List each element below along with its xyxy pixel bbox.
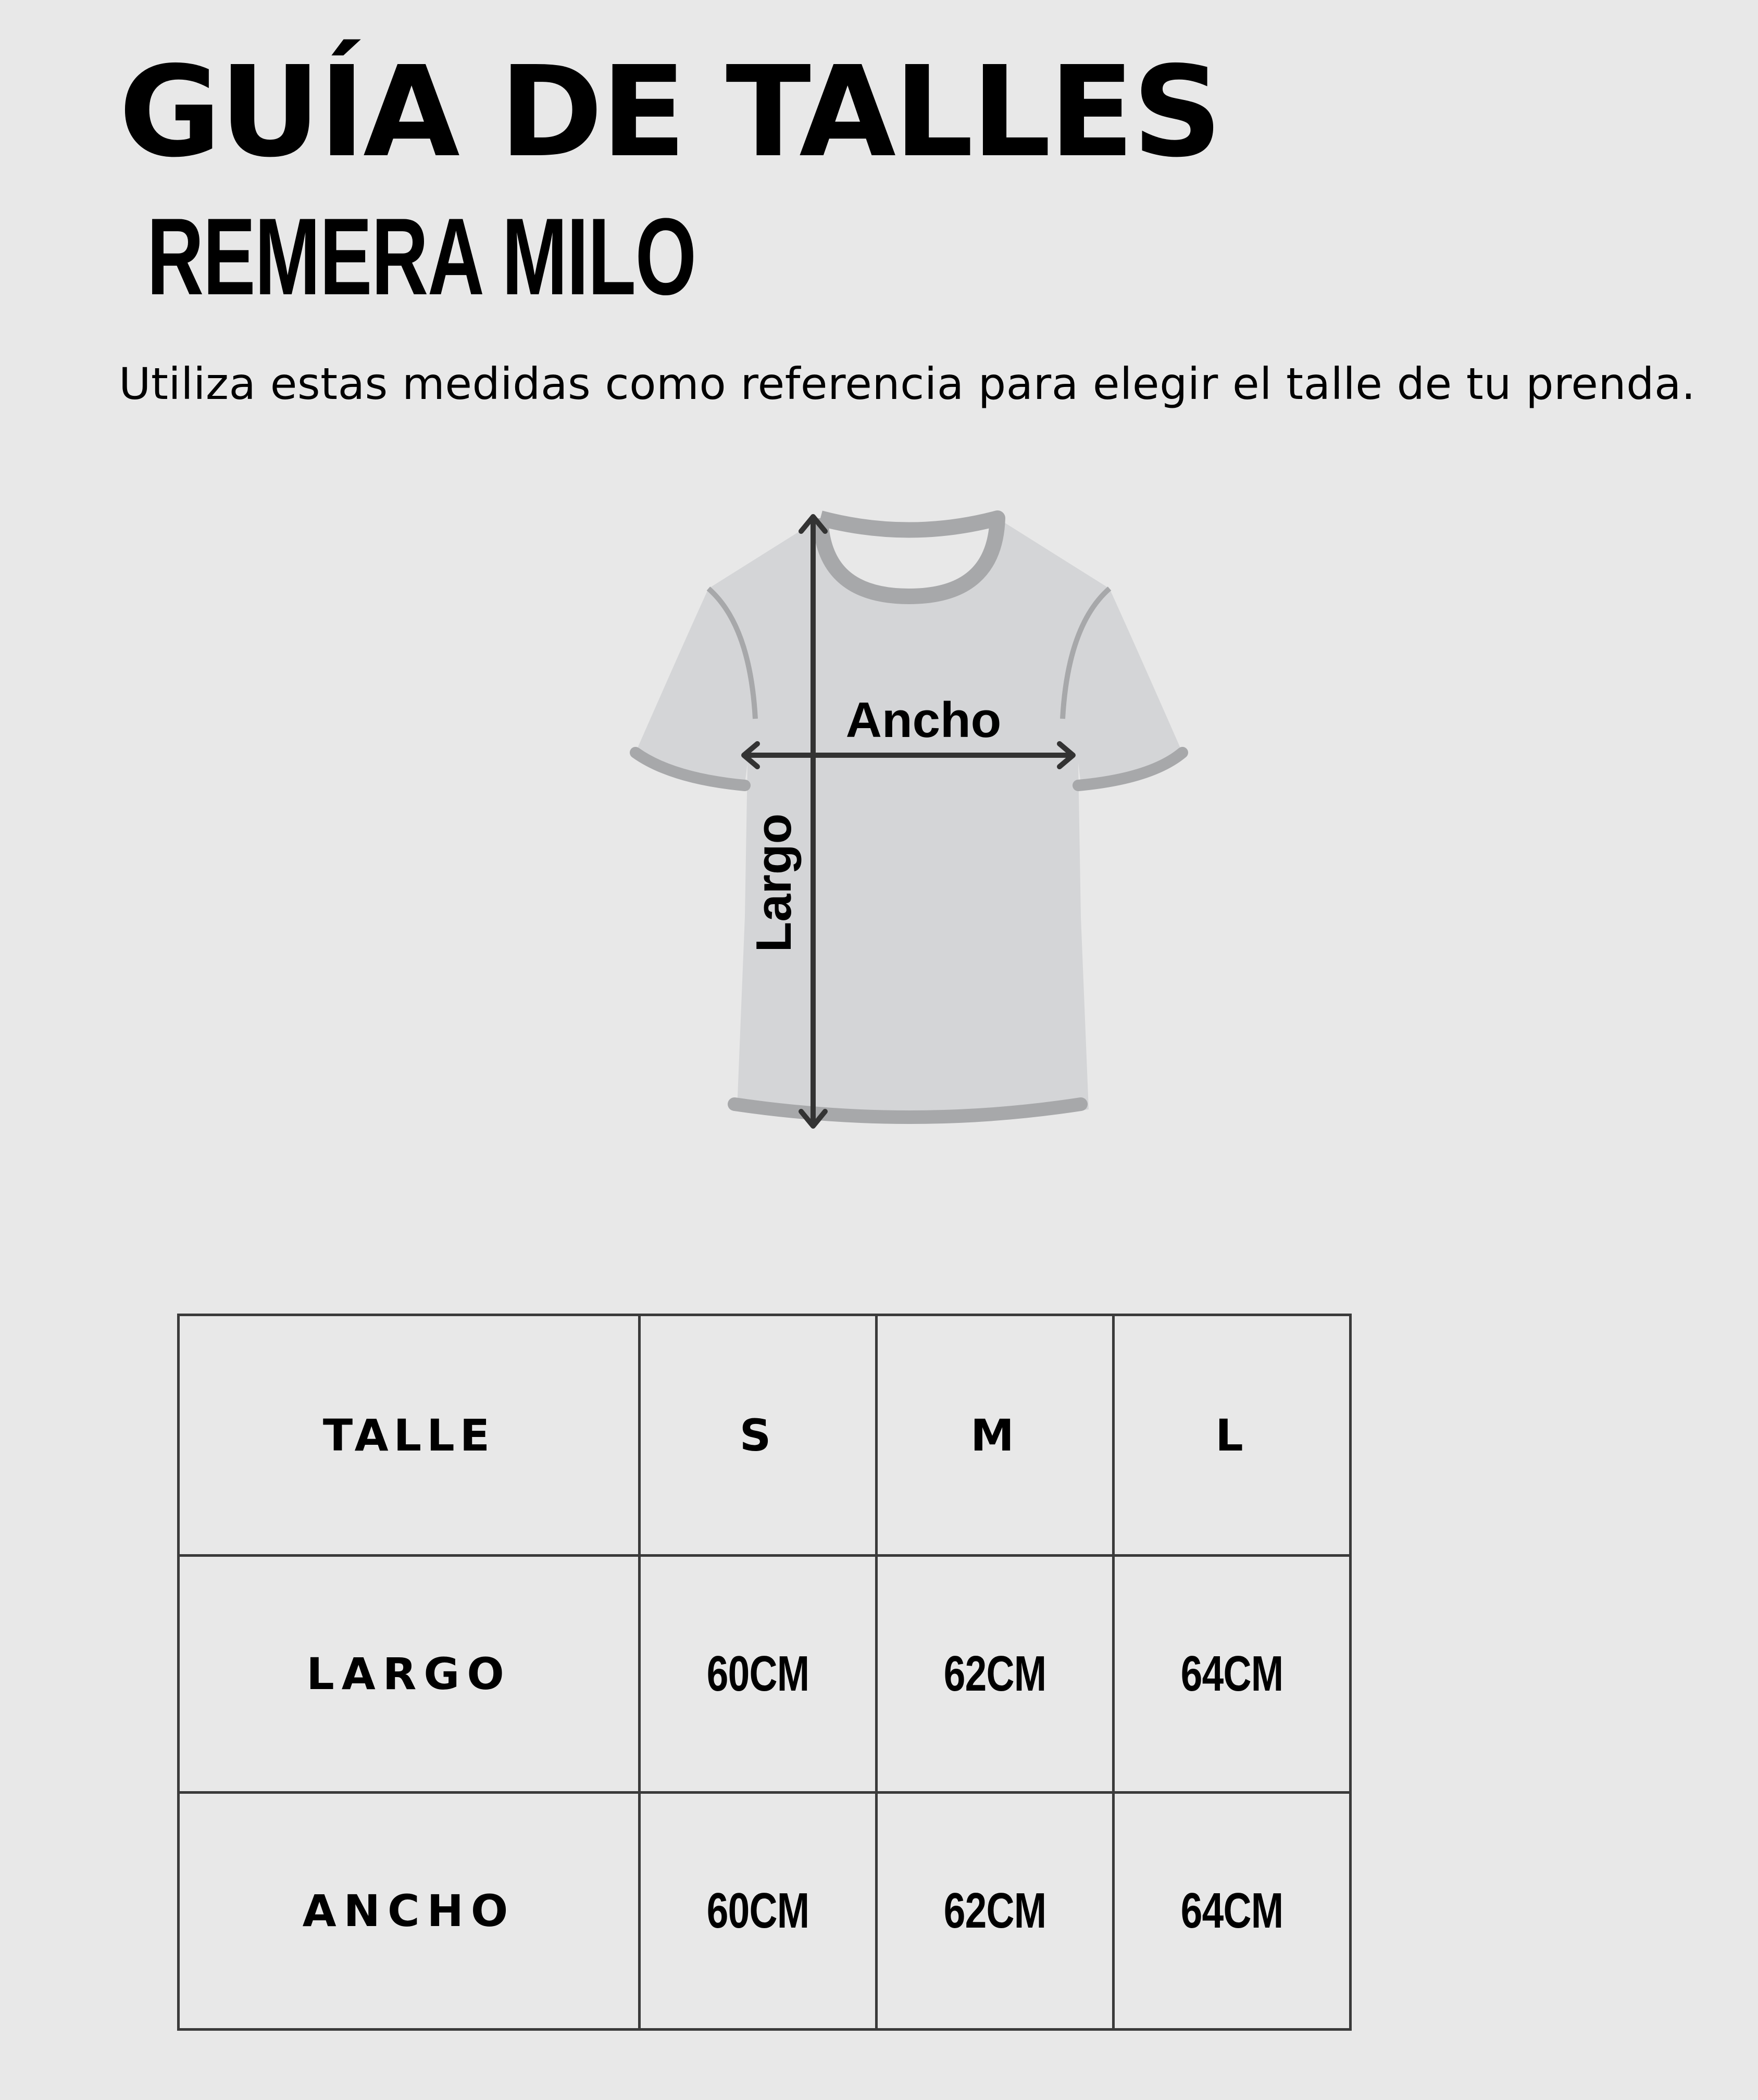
table-cell — [179, 1556, 640, 1793]
table-row — [179, 1556, 1351, 1793]
row-label-largo: LARGO — [306, 1648, 512, 1699]
length-label: Largo — [746, 813, 802, 953]
tshirt-illustration — [635, 518, 1182, 1119]
width-label: Ancho — [845, 692, 1002, 748]
size-s-label: S — [739, 1409, 777, 1461]
table-cell — [877, 1556, 1114, 1793]
size-l-label: L — [1215, 1409, 1249, 1461]
largo-l-value: 64CM — [1180, 1646, 1283, 1702]
table-cell — [179, 1793, 640, 2030]
table-header-row — [179, 1315, 1351, 1556]
table-cell — [877, 1793, 1114, 2030]
table-cell — [877, 1315, 1114, 1556]
tshirt-measurement-diagram — [609, 490, 1198, 1141]
table-cell — [1114, 1315, 1351, 1556]
size-header-label: TALLE — [322, 1409, 495, 1461]
table-cell — [179, 1315, 640, 1556]
ancho-s-value: 60CM — [706, 1883, 809, 1939]
product-name: REMERA MILO — [147, 195, 696, 318]
ancho-m-value: 62CM — [943, 1883, 1046, 1939]
intro-text: Utiliza estas medidas como referencia para elegir el talle de tu prenda. — [119, 358, 1696, 409]
table-cell — [640, 1315, 877, 1556]
largo-m-value: 62CM — [943, 1646, 1046, 1702]
size-chart-table — [177, 1314, 1352, 2031]
table-row — [179, 1793, 1351, 2030]
table-cell — [640, 1556, 877, 1793]
table-cell — [1114, 1793, 1351, 2030]
ancho-l-value: 64CM — [1180, 1883, 1283, 1939]
table-cell — [640, 1793, 877, 2030]
largo-s-value: 60CM — [706, 1646, 809, 1702]
table-cell — [1114, 1556, 1351, 1793]
row-label-ancho: ANCHO — [302, 1885, 516, 1936]
size-m-label: M — [970, 1409, 1019, 1461]
page-title: GUÍA DE TALLES — [119, 39, 1220, 185]
